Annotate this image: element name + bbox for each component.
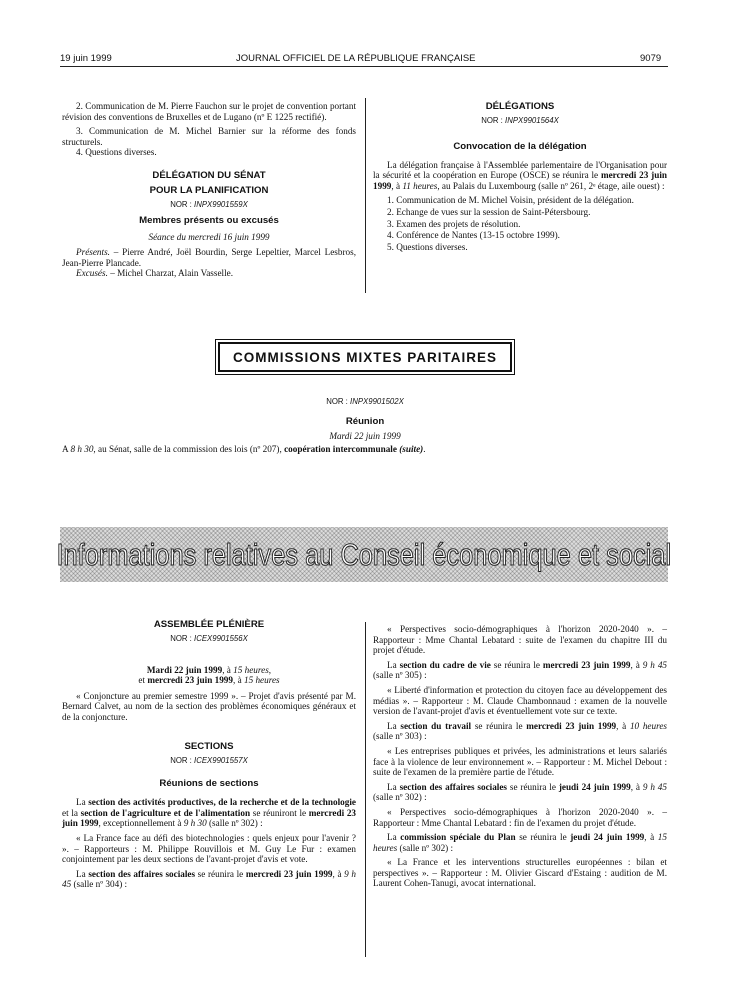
- convocation-item-2: 2. Echange de vues sur la session de Saint-Pétersbourg.: [387, 206, 591, 217]
- delegation-title-line1: DÉLÉGATION DU SÉNAT: [152, 169, 266, 181]
- members-heading: Membres présents ou excusés: [139, 214, 279, 226]
- section-cadre-de-vie: La section du cadre de vie se réunira le mercredi 23 juin 1999, à 9 h 45 (salle nº 305) :: [373, 659, 667, 681]
- top-left-column: [62, 101, 356, 283]
- delegations-title: DÉLÉGATIONS: [485, 101, 555, 112]
- section-affaires-sociales-2: La section des affaires sociales se réunira le jeudi 24 juin 1999, à 9 h 45 (salle nº 302) :: [373, 781, 667, 803]
- commission-speciale-plan: La commission spéciale du Plan se réunira le jeudi 24 juin 1999, à 15 heures (salle nº 302) :: [373, 832, 667, 853]
- section-activites-productives: La section des activités productives, de la recherche et de la technologie et la section de l'agriculture et de l'alimentation se réuniront le mercredi 23 juin 1999, exceptionnellement à 9 h 30 (salle nº 302) :: [62, 797, 357, 829]
- column-divider-top: [365, 98, 366, 293]
- interventions-text: « La France et les interventions structurelles européennes : bilan et perspectives ». – Rapporteur : M. Olivier Giscard d'Estaing : audition de M. Laurent Cohen-Tanugi, avocat international.: [373, 857, 667, 889]
- agenda-item-4: 4. Questions diverses.: [76, 147, 157, 158]
- column-divider-bottom: [365, 622, 366, 957]
- presents-list: Présents. – Pierre André, Joël Bourdin, Serge Lepeltier, Marcel Lesbros, Jean-Pierre Plancade.: [62, 247, 356, 268]
- perspectives-text-1: « Perspectives socio-démographiques à l'horizon 2020-2040 ». – Rapporteur : Mme Chantal Lebatard : suite de l'examen du chapitre III du projet d'étude.: [373, 624, 667, 656]
- agenda-item-2: 2. Communication de M. Pierre Fauchon sur le projet de convention portant révision des conventions de Bruxelles et de Lugano (nº E 1225 rectifié).: [62, 101, 356, 122]
- ces-banner: [56, 527, 672, 582]
- conjoncture-text: « Conjoncture au premier semestre 1999 ». – Projet d'avis présenté par M. Bernard Calvet, au nom de la section des problèmes économiques généraux et de la conjoncture.: [62, 690, 356, 722]
- header-page-number: 9079: [640, 53, 662, 64]
- convocation-item-5: 5. Questions diverses.: [387, 241, 468, 252]
- convocation-item-1: 1. Communication de M. Michel Voisin, président de la délégation.: [387, 195, 634, 206]
- excuses-list: Excusés. – Michel Charzat, Alain Vasselle.: [76, 268, 233, 279]
- ces-banner-title: Informations relatives au Conseil économique et social: [56, 536, 672, 572]
- assemblee-date-line2: et mercredi 23 juin 1999, à 15 heures: [138, 675, 280, 686]
- bottom-right-column: [373, 624, 667, 893]
- header-rule: [60, 66, 668, 67]
- cmp-reunion-heading: Réunion: [345, 415, 385, 427]
- section-travail: La section du travail se réunira le mercredi 23 juin 1999, à 10 heures (salle nº 303) :: [373, 720, 667, 742]
- violence-text: « Les entreprises publiques et privées, les administrations et leurs salariés face à la violence de leur environnement ». – Rapporteur : M. Michel Debout : suite de l'examen de la première partie de l'étude.: [373, 745, 667, 778]
- header-journal-title: JOURNAL OFFICIEL DE LA RÉPUBLIQUE FRANÇAISE: [236, 53, 476, 64]
- cmp-nor: NOR : INPX9901502X: [326, 397, 404, 406]
- bottom-left-column: [62, 619, 356, 894]
- convocation-item-4: 4. Conférence de Nantes (13-15 octobre 1999).: [387, 230, 560, 241]
- assemblee-date-line1: Mardi 22 juin 1999, à 15 heures,: [146, 664, 272, 675]
- medias-text: « Liberté d'information et protection du citoyen face au développement des médias ». – Rapporteur : M. Claude Chambonnaud : examen de la nouvelle version de l'avant-projet d'avis et éventuellement vote sur ce texte.: [373, 684, 667, 717]
- header-date: 19 juin 1999: [60, 53, 112, 64]
- assemblee-nor: NOR : ICEX9901556X: [170, 634, 248, 643]
- delegation-nor: NOR : INPX9901559X: [170, 199, 248, 209]
- convocation-heading: Convocation de la délégation: [453, 140, 587, 152]
- cmp-title: COMMISSIONS MIXTES PARITAIRES: [232, 349, 498, 365]
- agenda-item-3: 3. Communication de M. Michel Barnier sur la réforme des fonds structurels.: [62, 126, 356, 147]
- delegations-nor: NOR : INPX9901564X: [481, 116, 559, 125]
- cmp-date: Mardi 22 juin 1999: [329, 430, 401, 441]
- convocation-item-3: 3. Examen des projets de résolution.: [387, 218, 521, 229]
- reunions-heading: Réunions de sections: [159, 778, 259, 790]
- sections-title: SECTIONS: [184, 740, 234, 752]
- section-affaires-sociales-1: La section des affaires sociales se réunira le mercredi 23 juin 1999, à 9 h 45 (salle nº 304) :: [62, 868, 356, 890]
- delegation-title-line2: POUR LA PLANIFICATION: [149, 184, 269, 196]
- sections-nor: NOR : ICEX9901557X: [170, 755, 248, 765]
- convocation-intro: La délégation française à l'Assemblée parlementaire de l'Organisation pour la sécurité et la coopération en Europe (OSCE) se réunira le mercredi 23 juin 1999, à 11 heures, au Palais du Luxembourg (salle nº 261, 2ᵉ étage, aile ouest) :: [373, 159, 667, 191]
- cmp-title-box: [218, 342, 512, 372]
- seance-date: Séance du mercredi 16 juin 1999: [148, 231, 270, 242]
- cmp-section: [62, 397, 668, 459]
- biotechnologies-text: « La France face au défi des biotechnologies : quels enjeux pour l'avenir ? ». – Rapporteurs : M. Philippe Rouvillois et M. Guy Le Fur : examen conjointement par les deux sections de l'avant-projet d'avis et vote.: [62, 832, 356, 865]
- assemblee-title: ASSEMBLÉE PLÉNIÈRE: [153, 619, 265, 630]
- cmp-text: A 8 h 30, au Sénat, salle de la commission des lois (nº 207), coopération intercommunale (suite).: [62, 444, 426, 455]
- top-right-column: [373, 101, 667, 256]
- perspectives-text-2: « Perspectives socio-démographiques à l'horizon 2020-2040 ». – Rapporteur : Mme Chantal Lebatard : fin de l'examen du projet d'étude.: [373, 806, 667, 828]
